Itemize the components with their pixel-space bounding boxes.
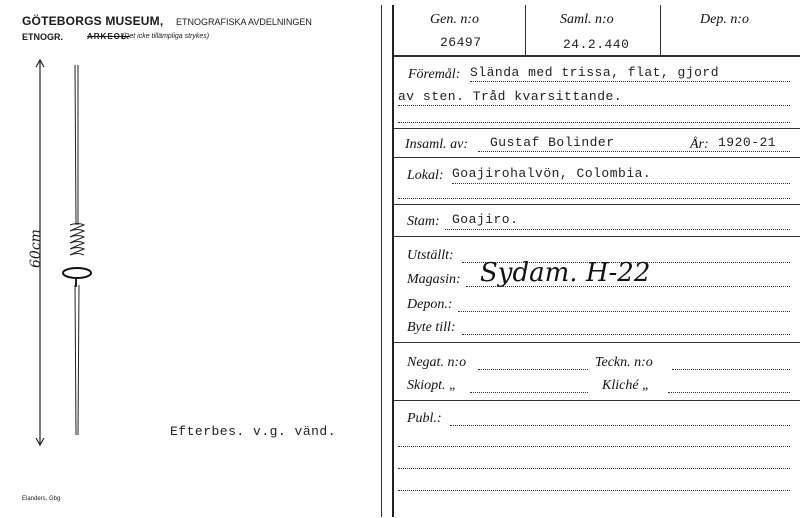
depon-label: Depon.: (407, 297, 453, 312)
teckn-label: Teckn. n:o (595, 355, 653, 370)
teckn-dots (672, 369, 790, 370)
kliche-dots (668, 392, 790, 393)
foremal-dots-3 (398, 122, 790, 123)
publ-label: Publ.: (407, 411, 442, 426)
measure-label: 60cm (28, 229, 44, 268)
skiopt-label: Skiopt. „ (407, 378, 457, 393)
byte-dots (462, 334, 790, 335)
insaml-dots (478, 151, 790, 152)
magasin-label: Magasin: (407, 272, 461, 287)
dep-label: Dep. n:o (700, 12, 749, 27)
utstallt-label: Utställt: (407, 248, 454, 263)
stam-label: Stam: (407, 214, 440, 229)
byte-label: Byte till: (407, 320, 456, 335)
publ-dots-1 (450, 425, 790, 426)
depon-dots (458, 311, 790, 312)
header-bottom-rule (394, 55, 800, 57)
foremal-dots-1 (470, 81, 790, 82)
ar-label: År: (690, 137, 709, 152)
publ-dots-3 (398, 468, 790, 469)
negat-dots (478, 369, 588, 370)
left-divider (381, 5, 382, 517)
magasin-value: Sydam. H-22 (480, 258, 651, 288)
lokal-label: Lokal: (407, 168, 444, 183)
stam-dots (445, 229, 790, 230)
saml-label: Saml. n:o (560, 12, 614, 27)
insaml-value: Gustaf Bolinder (490, 135, 615, 150)
rule-insaml (394, 157, 800, 158)
printer-label: Elanders, Gbg (22, 496, 61, 502)
lokal-dots-2 (398, 198, 790, 199)
publ-dots-4 (398, 490, 790, 491)
header-divider-2 (660, 5, 661, 55)
lokal-value: Goajirohalvön, Colombia. (452, 166, 652, 181)
rule-negat (394, 400, 800, 401)
gen-value: 26497 (440, 35, 482, 50)
museum-name: GÖTEBORGS MUSEUM, (22, 14, 164, 28)
card-border (392, 5, 394, 517)
magasin-dots (466, 286, 790, 287)
negat-label: Negat. n:o (407, 355, 467, 370)
insaml-label: Insaml. av: (405, 137, 468, 152)
publ-dots-2 (398, 446, 790, 447)
foremal-label: Föremål: (408, 67, 461, 82)
rule-stam (394, 236, 800, 237)
skiopt-dots (470, 392, 588, 393)
note-text: Efterbes. v.g. vänd. (170, 424, 337, 439)
rule-lokal (394, 204, 800, 205)
ar-value: 1920-21 (718, 135, 777, 150)
department-name: ETNOGRAFISKA AVDELNINGEN (176, 17, 312, 27)
kliche-label: Kliché „ (602, 378, 650, 393)
lokal-dots-1 (452, 183, 790, 184)
rule-foremal (394, 128, 800, 129)
foremal-line1: Slända med trissa, flat, gjord (470, 65, 720, 80)
header-divider-1 (525, 5, 526, 55)
strike-note: (Det icke tillämpliga strykes) (122, 33, 210, 40)
foremal-dots-2 (398, 105, 790, 106)
saml-value: 24.2.440 (563, 37, 630, 52)
etnogr-label: ETNOGR. (22, 32, 64, 42)
foremal-line2: av sten. Tråd kvarsittande. (398, 89, 623, 104)
gen-label: Gen. n:o (430, 12, 479, 27)
rule-byte (394, 342, 800, 343)
stam-value: Goajiro. (452, 212, 519, 227)
struck-code: ARKEOL. (87, 32, 130, 41)
